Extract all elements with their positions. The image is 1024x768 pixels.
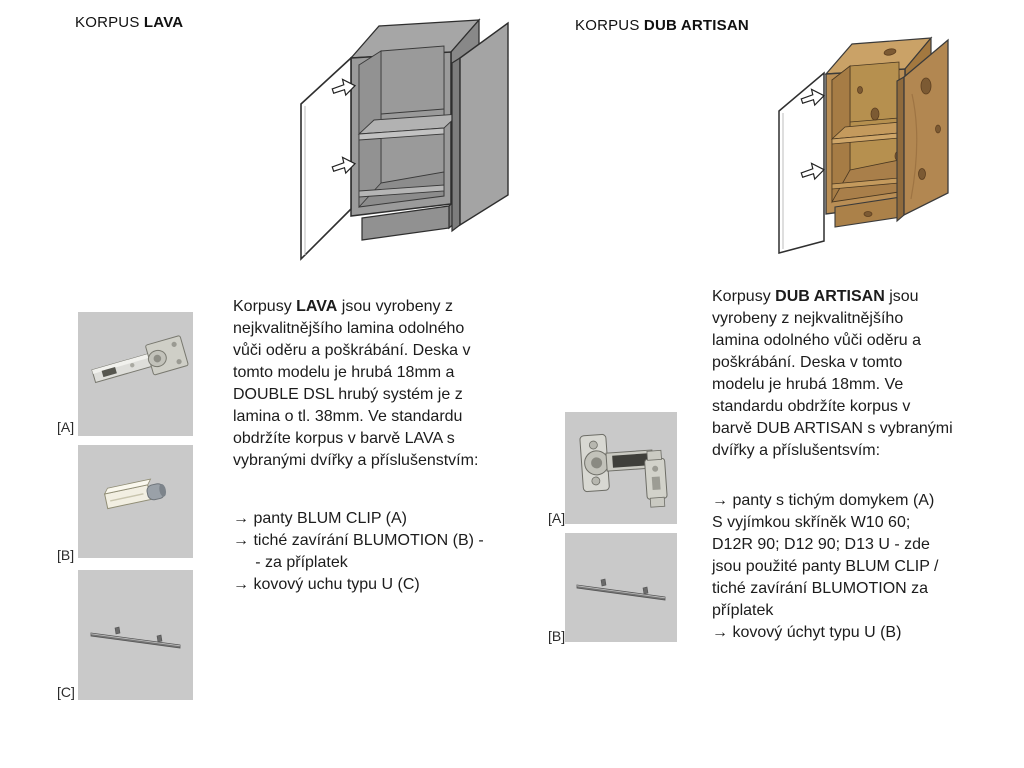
u-handle-photo	[565, 533, 677, 642]
hardware-label-b: [B]	[548, 628, 566, 644]
hardware-label-c: [C]	[57, 684, 75, 700]
handle-icon	[577, 579, 665, 600]
dub-artisan-cabinet-illustration	[740, 24, 985, 269]
lava-bullet-list: → panty BLUM CLIP (A) → tiché zavírání BLUMOTION (B) - - za příplatek → kovový uchu typu U (C)	[233, 510, 484, 593]
dub-artisan-text-block	[712, 286, 1004, 644]
hardware-label-a: [A]	[548, 510, 566, 526]
hardware-label-b: [B]	[57, 547, 75, 563]
soft-close-hinge-photo	[565, 412, 677, 524]
blum-clip-hinge-photo	[78, 312, 193, 436]
hinge-icon	[580, 430, 668, 512]
dub-artisan-bullet-list: → panty s tichým domykem (A) S vyjímkou skříněk W10 60; D12R 90; D12 90; D13 U - zde jsou použité panty BLUM CLIP / tiché zavírání BLUMOTION za příplatek → kovový úchyt typu U (B)	[712, 492, 939, 641]
lava-cabinet-illustration	[283, 6, 523, 272]
blumotion-damper-photo	[78, 445, 193, 558]
damper-icon	[104, 476, 168, 509]
hardware-label-a: [A]	[57, 419, 75, 435]
handle-icon	[91, 627, 180, 648]
hinge-icon	[90, 335, 189, 391]
dub-artisan-description: Korpusy DUB ARTISAN jsou vyrobeny z nejkvalitnějšího lamina odolného vůči oděru a poškrábání. Deska v tomto modelu je hrubá 18mm. Ve standardu obdržíte korpus v barvě DUB ARTISAN s vybranými dvířky a příslušentsvím:	[712, 288, 953, 459]
korpus-lava-title: KORPUS LAVA	[75, 14, 184, 31]
lava-description: Korpusy LAVA jsou vyrobeny z nejkvalitnějšího lamina odolného vůči oděru a poškrábání. Deska v tomto modelu je hrubá 18mm a DOUBLE DSL hrubý systém je z lamina o tl. 38mm. Ve standardu obdržíte korpus v barvě LAVA s vybranými dvířky a příslušenstvím:	[233, 298, 479, 469]
korpus-dub-artisan-title: KORPUS DUB ARTISAN	[575, 17, 749, 34]
u-handle-photo	[78, 570, 193, 700]
lava-text-block	[233, 296, 525, 596]
